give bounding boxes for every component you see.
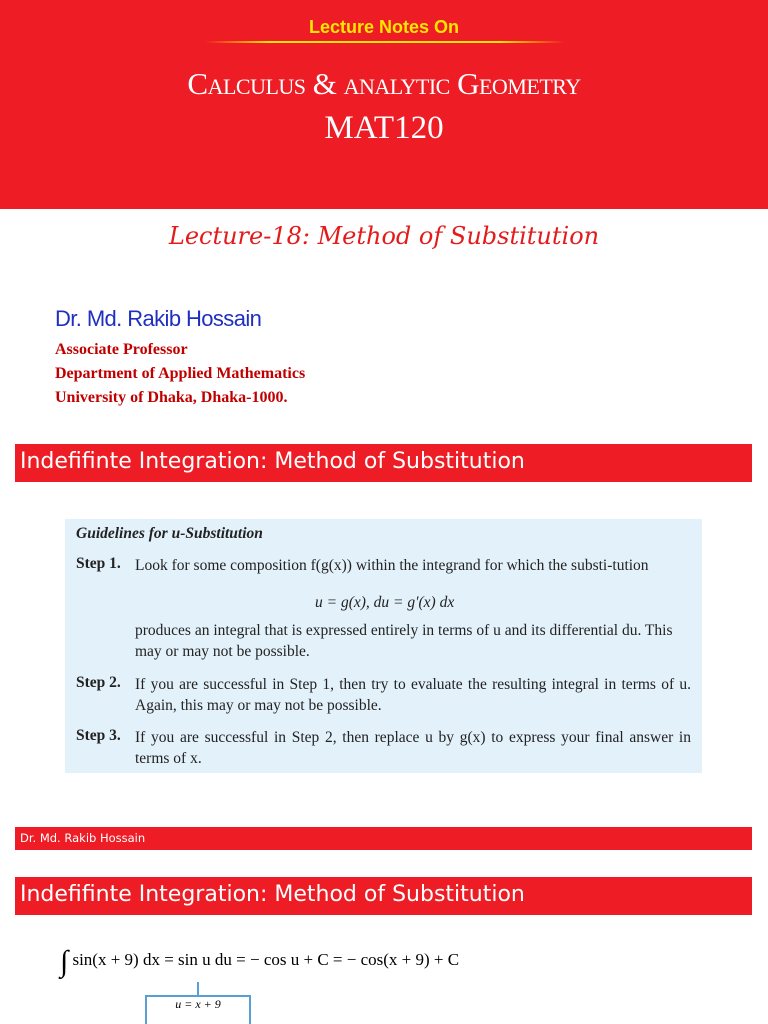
step-1-continuation: produces an integral that is expressed entirely in terms of u and its differential du. This may or may not be possible. [135, 622, 673, 660]
section-heading-2: Indefifinte Integration: Method of Substitution [15, 877, 752, 915]
course-title: Calculus & analytic Geometry [187, 66, 581, 101]
author-department: Department of Applied Mathematics [55, 365, 306, 382]
substitution-box [145, 995, 251, 1024]
lecture-title: Lecture-18: Method of Substitution [168, 222, 600, 250]
guidelines-box [65, 519, 702, 773]
footer-bar: Dr. Md. Rakib Hossain [15, 827, 752, 850]
author-name: Dr. Md. Rakib Hossain [55, 306, 262, 331]
step-2-label: Step 2. [76, 674, 121, 691]
author-position: Associate Professor [55, 341, 188, 358]
substitution-formula: u = g(x), du = g′(x) dx [315, 594, 455, 611]
step-1-label: Step 1. [76, 555, 121, 572]
example-equation [60, 945, 459, 979]
section-heading-1: Indefifinte Integration: Method of Substitution [15, 444, 752, 482]
lecture-notes-kicker: Lecture Notes On [308, 17, 460, 37]
substitution-connector [197, 982, 199, 995]
integral-sign-icon: ∫ [60, 945, 69, 978]
example-equation-text: sin(x + 9) dx = sin u du = − cos u + C = − cos(x + 9) + C [72, 950, 460, 969]
author-university: University of Dhaka, Dhaka-1000. [55, 389, 288, 406]
header-banner [0, 0, 768, 209]
step-3-text: If you are successful in Step 2, then replace u by g(x) to express your final answer in terms of x. [135, 729, 691, 767]
substitution-text: u = x + 9 [175, 997, 221, 1011]
kicker-underline [205, 41, 565, 43]
step-1-text: Look for some composition f(g(x)) within the integrand for which the substi-tution [135, 557, 649, 574]
step-3-label: Step 3. [76, 727, 121, 744]
course-code: MAT120 [324, 110, 444, 146]
step-2-text: If you are successful in Step 1, then try to evaluate the resulting integral in terms of u. Again, this may or may not be possible. [135, 676, 691, 714]
guidelines-title: Guidelines for u-Substitution [76, 525, 263, 542]
